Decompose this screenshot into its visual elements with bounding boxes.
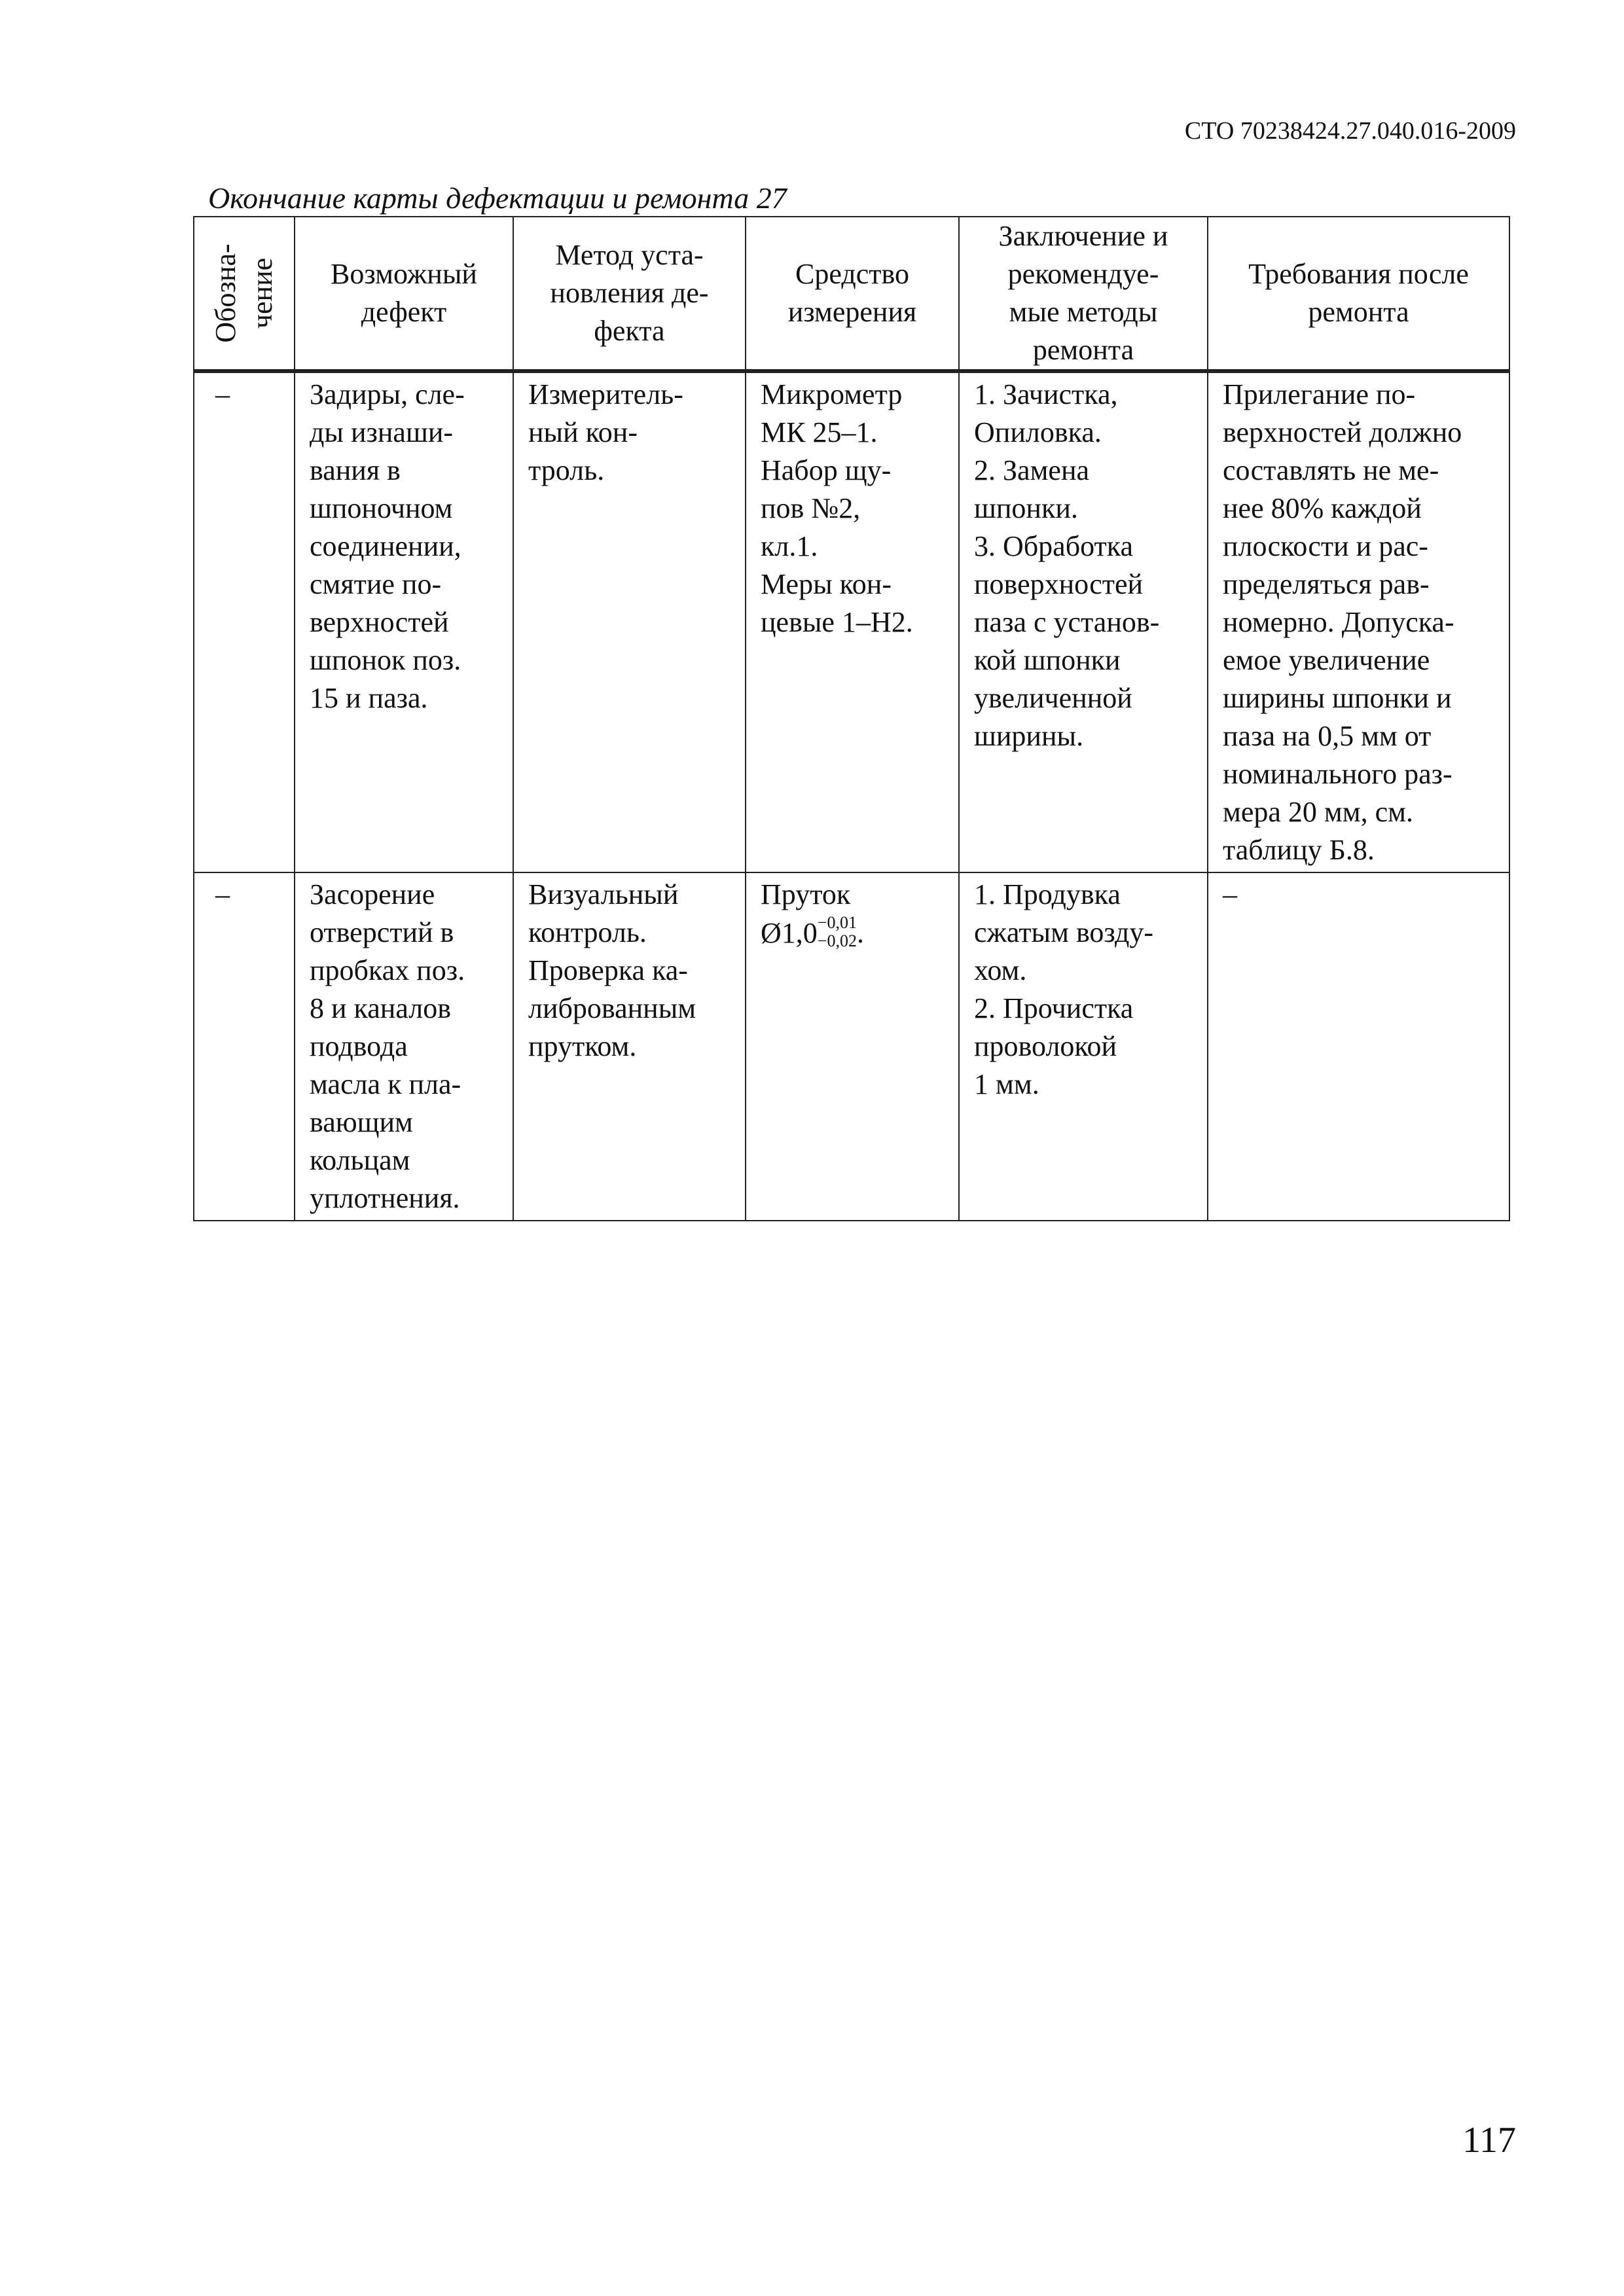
page-number: 117 — [1462, 2120, 1516, 2161]
rod-diameter — [761, 914, 864, 952]
method-text: Визуальный контроль. Проверка ка- либрованным прутком. — [528, 878, 696, 1062]
header-post-repair-requirements-label: Требования после ремонта — [1248, 258, 1469, 328]
header-repair-methods-label: Заключение и рекомендуе- мые методы ремонта — [998, 220, 1168, 366]
header-measuring-tool-label: Средство измерения — [787, 258, 917, 328]
table-row — [194, 371, 1509, 872]
cell-designation — [194, 872, 295, 1221]
cell-method — [513, 371, 746, 872]
requirements-text: – — [1223, 878, 1237, 910]
defect-text: Задиры, сле- ды изнаши- вания в шпоночном соединении, смятие по- верхностей шпонок поз. 15 и паза. — [310, 378, 465, 714]
cell-repair — [959, 872, 1208, 1221]
repair-text: 1. Зачистка, Опиловка. 2. Замена шпонки. 3. Обработка поверхностей паза с установ- кой шпонки увеличенной ширины. — [974, 378, 1160, 752]
document-code: СТО 70238424.27.040.016-2009 — [1184, 117, 1516, 145]
defect-repair-table — [193, 216, 1510, 1221]
header-repair-methods — [959, 217, 1208, 371]
header-possible-defect — [295, 217, 513, 371]
header-designation — [194, 217, 295, 371]
cell-defect — [295, 371, 513, 872]
tool-text: Микрометр МК 25–1. Набор щу- пов №2, кл.1. Меры кон- цевые 1–Н2. — [761, 378, 913, 638]
requirements-text: Прилегание по- верхностей должно составлять не ме- нее 80% каждой плоскости и рас- пределяться рав- номерно. Допуска- емое увеличение ширины шпонки и паза на 0,5 мм от номинального раз- мера 20 мм, см. таблицу Б.8. — [1223, 378, 1462, 866]
cell-repair — [959, 371, 1208, 872]
header-detection-method — [513, 217, 746, 371]
cell-designation — [194, 371, 295, 872]
designation-value: – — [215, 378, 230, 410]
tool-label: Пруток — [761, 878, 851, 910]
cell-requirements — [1208, 872, 1509, 1221]
rod-diameter-tail: . — [856, 917, 864, 949]
cell-method — [513, 872, 746, 1221]
header-measuring-tool — [746, 217, 959, 371]
table-caption: Окончание карты дефектации и ремонта 27 — [208, 181, 787, 215]
method-text: Измеритель- ный кон- троль. — [528, 378, 683, 486]
rod-diameter-value: Ø1,0 — [761, 917, 818, 949]
tolerance-lower: −0,02 — [817, 931, 857, 950]
header-designation-label: Обозна- чение — [209, 243, 278, 343]
designation-value: – — [215, 878, 230, 910]
cell-tool — [746, 371, 959, 872]
table-row — [194, 872, 1509, 1221]
header-detection-method-label: Метод уста- новления де- фекта — [550, 239, 709, 347]
header-possible-defect-label: Возможный дефект — [331, 258, 477, 328]
cell-defect — [295, 872, 513, 1221]
table-header-row — [194, 217, 1509, 371]
rod-tolerance — [818, 914, 857, 950]
repair-text: 1. Продувка сжатым возду- хом. 2. Прочистка проволокой 1 мм. — [974, 878, 1154, 1100]
tolerance-upper: −0,01 — [817, 913, 857, 932]
cell-tool — [746, 872, 959, 1221]
cell-requirements — [1208, 371, 1509, 872]
header-post-repair-requirements — [1208, 217, 1509, 371]
defect-text: Засорение отверстий в пробках поз. 8 и каналов подвода масла к пла- вающим кольцам уплотнения. — [310, 878, 465, 1214]
